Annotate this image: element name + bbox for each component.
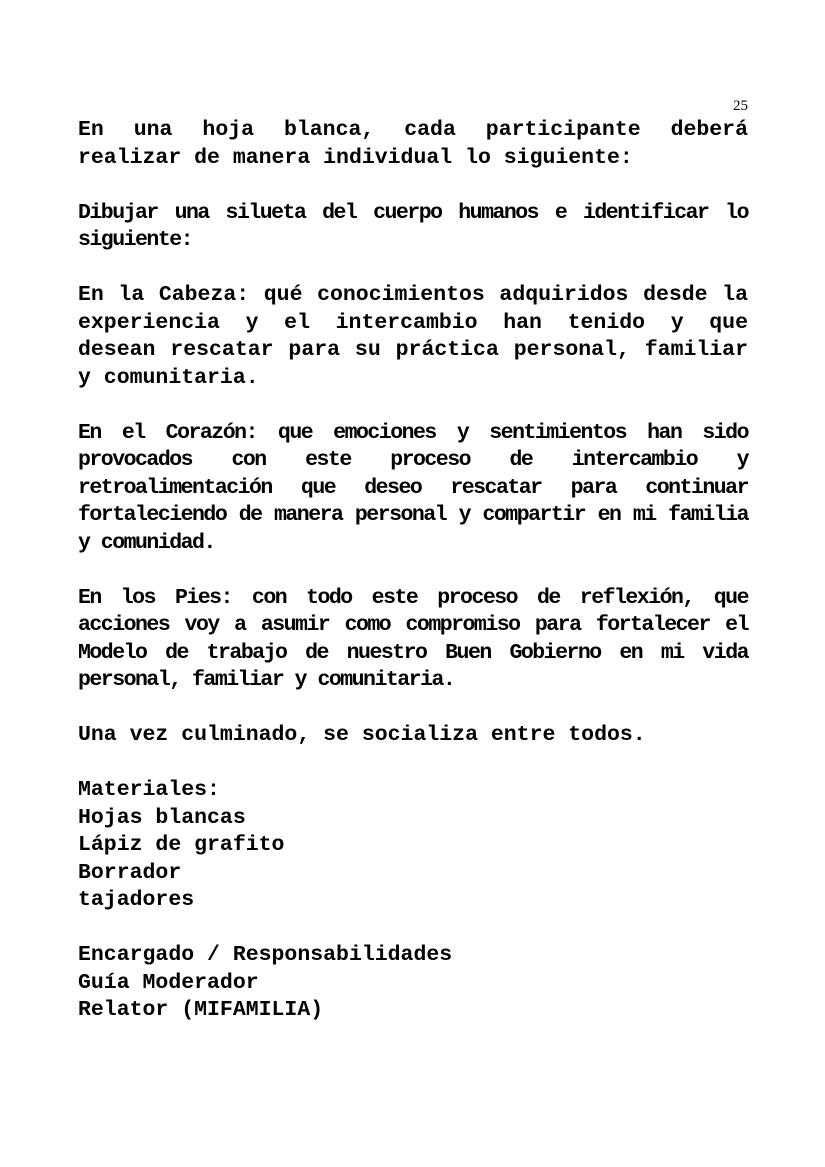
responsibilities-list bbox=[78, 942, 748, 1025]
paragraph-instructions: En una hoja blanca, cada participante deberá realizar de manera individual lo siguiente: bbox=[78, 118, 748, 170]
paragraph-silhouette: Dibujar una silueta del cuerpo humanos e identificar lo siguiente: bbox=[78, 200, 748, 252]
materials-title: Materiales: bbox=[78, 778, 220, 802]
materials-item: Hojas blancas bbox=[78, 805, 246, 830]
responsibilities-item: Guía Moderador bbox=[78, 970, 259, 995]
paragraph-heart: En el Corazón: que emociones y sentimientos han sido provocados con este proceso de intercambio y retroalimentación que deseo rescatar para continuar fortaleciendo de manera personal y compartir en mi familia y comunidad. bbox=[78, 420, 748, 555]
materials-list bbox=[78, 777, 748, 915]
page-number: 25 bbox=[733, 98, 748, 114]
responsibilities-title: Encargado / Responsabilidades bbox=[78, 943, 453, 967]
paragraph-feet: En los Pies: con todo este proceso de reflexión, que acciones voy a asumir como compromiso para fortalecer el Modelo de trabajo de nuestro Buen Gobierno en mi vida personal, familiar y comunitaria. bbox=[78, 585, 748, 692]
paragraph-head: En la Cabeza: qué conocimientos adquiridos desde la experiencia y el intercambio han tenido y que desean rescatar para su práctica personal, familiar y comunitaria. bbox=[78, 283, 748, 390]
materials-item: tajadores bbox=[78, 888, 195, 912]
document-body bbox=[78, 117, 748, 1052]
responsibilities-item: Relator (MIFAMILIA) bbox=[78, 998, 324, 1022]
materials-item: Lápiz de grafito bbox=[78, 833, 285, 857]
materials-item: Borrador bbox=[78, 860, 182, 885]
paragraph-closing: Una vez culminado, se socializa entre todos. bbox=[78, 723, 646, 747]
